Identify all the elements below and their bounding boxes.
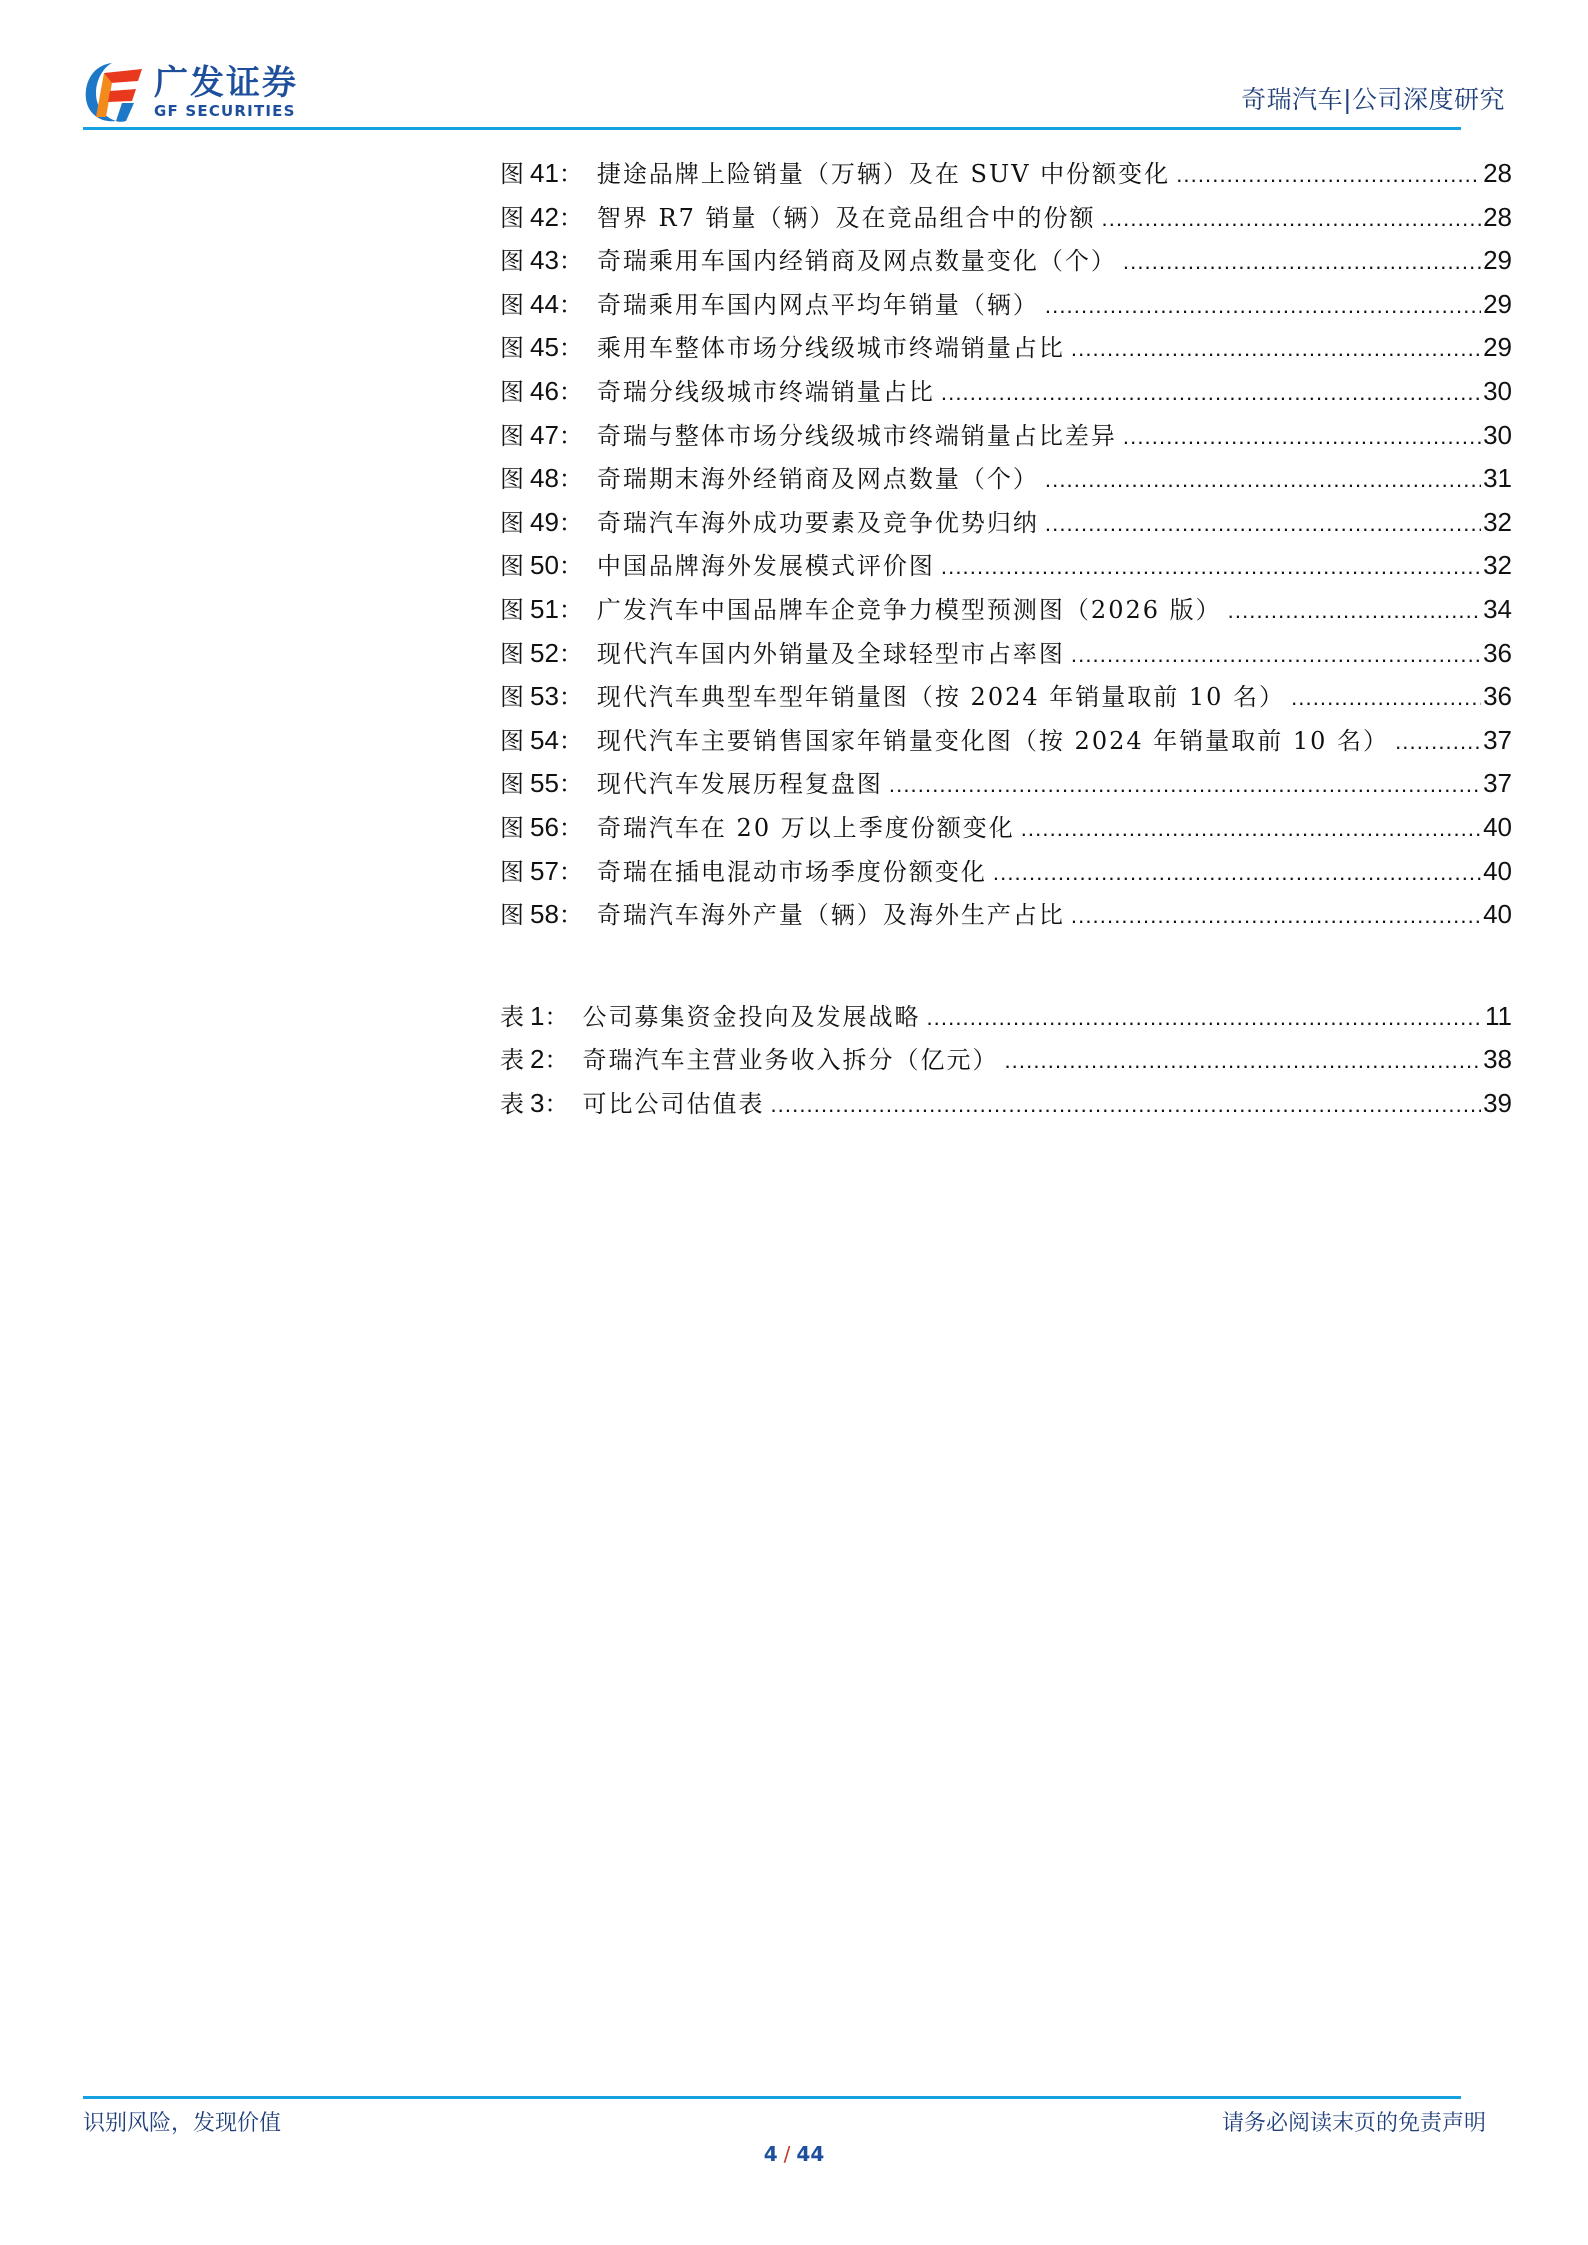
entry-prefix: 图 — [500, 857, 524, 886]
entry-number: 49 — [530, 506, 559, 537]
header-divider — [83, 127, 1461, 130]
dot-leader — [993, 851, 1481, 895]
entry-number: 47 — [530, 419, 559, 450]
toc-figure-entry[interactable] — [500, 544, 1512, 588]
page-header — [0, 0, 1588, 130]
entry-number: 58 — [530, 899, 559, 930]
toc-figure-entry[interactable] — [500, 283, 1512, 327]
entry-colon: ： — [558, 595, 583, 624]
entry-prefix: 图 — [500, 465, 524, 494]
entry-page-number[interactable]: 32 — [1483, 506, 1512, 537]
entry-prefix: 表 — [500, 1089, 524, 1118]
entry-number: 51 — [530, 593, 559, 624]
entry-prefix: 图 — [500, 770, 524, 799]
entry-colon: ： — [544, 1046, 569, 1075]
entry-page-number[interactable]: 29 — [1483, 288, 1512, 319]
entry-prefix: 图 — [500, 421, 524, 450]
toc-figure-entry[interactable] — [500, 457, 1512, 501]
footer-divider — [83, 2096, 1461, 2099]
entry-prefix: 表 — [500, 1002, 524, 1031]
entry-title[interactable]: 现代汽车典型车型年销量图（按 2024 年销量取前 10 名） — [596, 683, 1286, 712]
entry-prefix: 图 — [500, 595, 524, 624]
entry-colon: ： — [558, 203, 583, 232]
entry-number: 57 — [530, 855, 559, 886]
dot-leader — [926, 996, 1483, 1040]
toc-figure-entry[interactable] — [500, 632, 1512, 676]
entry-number: 52 — [530, 637, 559, 668]
entry-title[interactable]: 乘用车整体市场分线级城市终端销量占比 — [596, 334, 1065, 363]
toc-figure-entry[interactable] — [500, 196, 1512, 240]
dot-leader — [1045, 502, 1481, 546]
toc-figure-entry[interactable] — [500, 152, 1512, 196]
entry-colon: ： — [558, 639, 583, 668]
entry-colon: ： — [558, 421, 583, 450]
entry-prefix: 图 — [500, 290, 524, 319]
entry-page-number[interactable]: 28 — [1483, 201, 1512, 232]
entry-number: 41 — [530, 158, 559, 188]
entry-prefix: 图 — [500, 508, 524, 537]
entry-colon: ： — [558, 334, 583, 363]
entry-number: 55 — [530, 768, 559, 799]
dot-leader — [1123, 415, 1481, 459]
entry-title[interactable]: 公司募集资金投向及发展战略 — [582, 1002, 921, 1031]
entry-colon: ： — [558, 813, 583, 842]
entry-page-number[interactable]: 29 — [1483, 332, 1512, 363]
entry-number: 44 — [530, 288, 559, 319]
entry-number: 48 — [530, 463, 559, 494]
entry-title[interactable]: 奇瑞汽车主营业务收入拆分（亿元） — [582, 1046, 999, 1075]
entry-colon: ： — [558, 377, 583, 406]
dot-leader — [1071, 633, 1481, 677]
dot-leader — [1045, 284, 1481, 328]
entry-number: 1 — [530, 1000, 545, 1031]
entry-page-number[interactable]: 30 — [1483, 419, 1512, 450]
toc-figure-entry[interactable] — [500, 762, 1512, 806]
entry-page-number[interactable]: 28 — [1483, 158, 1512, 188]
dot-leader — [941, 371, 1481, 415]
section-gap — [500, 937, 1512, 995]
report-title: 奇瑞汽车|公司深度研究 — [1241, 85, 1505, 114]
entry-prefix: 表 — [500, 1046, 524, 1075]
entry-page-number[interactable]: 36 — [1483, 681, 1512, 712]
toc-figure-entry[interactable] — [500, 501, 1512, 545]
toc-table-entry[interactable] — [500, 1082, 1512, 1126]
entry-colon: ： — [558, 901, 583, 930]
logo-chinese-name: 广发证券 — [154, 63, 298, 103]
entry-number: 50 — [530, 550, 559, 581]
entry-colon: ： — [558, 290, 583, 319]
toc-figure-entry[interactable] — [500, 806, 1512, 850]
dot-leader — [1045, 458, 1481, 502]
toc-figure-entry[interactable] — [500, 850, 1512, 894]
entry-title[interactable]: 奇瑞在插电混动市场季度份额变化 — [596, 857, 987, 886]
entry-title[interactable]: 奇瑞期末海外经销商及网点数量（个） — [596, 465, 1039, 494]
entry-number: 2 — [530, 1044, 545, 1075]
entry-prefix: 图 — [500, 726, 524, 755]
entry-prefix: 图 — [500, 160, 524, 188]
toc-figure-entry[interactable] — [500, 719, 1512, 763]
entry-number: 45 — [530, 332, 559, 363]
entry-colon: ： — [558, 857, 583, 886]
entry-page-number[interactable]: 31 — [1483, 463, 1512, 494]
dot-leader — [1123, 240, 1481, 284]
toc-table-entry[interactable] — [500, 1038, 1512, 1082]
entry-title[interactable]: 中国品牌海外发展模式评价图 — [596, 552, 935, 581]
entry-colon: ： — [558, 770, 583, 799]
company-logo — [82, 58, 332, 126]
entry-title[interactable]: 现代汽车主要销售国家年销量变化图（按 2024 年销量取前 10 名） — [596, 726, 1390, 755]
entry-title[interactable]: 现代汽车国内外销量及全球轻型市占率图 — [596, 639, 1065, 668]
entry-colon: ： — [558, 247, 583, 276]
toc-table-entry[interactable] — [500, 995, 1512, 1039]
toc-figure-entry[interactable] — [500, 326, 1512, 370]
page-number — [0, 2142, 1588, 2166]
entry-title[interactable]: 奇瑞乘用车国内经销商及网点数量变化（个） — [596, 247, 1117, 276]
entry-prefix: 图 — [500, 334, 524, 363]
toc-figure-entry[interactable] — [500, 414, 1512, 458]
entry-number: 54 — [530, 724, 559, 755]
entry-number: 42 — [530, 201, 559, 232]
dot-leader — [1228, 589, 1481, 633]
figure-list — [500, 152, 1512, 937]
entry-prefix: 图 — [500, 639, 524, 668]
dot-leader — [1291, 676, 1481, 720]
entry-page-number[interactable]: 29 — [1483, 245, 1512, 276]
entry-page-number[interactable]: 32 — [1483, 550, 1512, 581]
entry-title[interactable]: 奇瑞与整体市场分线级城市终端销量占比差异 — [596, 421, 1117, 450]
entry-colon: ： — [544, 1089, 569, 1118]
entry-number: 3 — [530, 1087, 545, 1118]
dot-leader — [1176, 153, 1481, 197]
dot-leader — [889, 763, 1481, 807]
entry-title[interactable]: 奇瑞乘用车国内网点平均年销量（辆） — [596, 290, 1039, 319]
page-current: 4 — [763, 2142, 778, 2166]
entry-page-number[interactable]: 38 — [1483, 1044, 1512, 1075]
entry-number: 46 — [530, 375, 559, 406]
dot-leader — [1004, 1039, 1481, 1083]
gf-logo-icon — [82, 59, 148, 125]
entry-title[interactable]: 可比公司估值表 — [582, 1089, 765, 1118]
entry-prefix: 图 — [500, 901, 524, 930]
entry-prefix: 图 — [500, 813, 524, 842]
dot-leader — [1021, 807, 1481, 851]
dot-leader — [1071, 894, 1481, 938]
toc-figure-entry[interactable] — [500, 893, 1512, 937]
entry-prefix: 图 — [500, 377, 524, 406]
entry-page-number[interactable]: 37 — [1483, 724, 1512, 755]
entry-page-number[interactable]: 36 — [1483, 637, 1512, 668]
entry-page-number[interactable]: 40 — [1483, 899, 1512, 930]
entry-page-number[interactable]: 39 — [1483, 1087, 1512, 1118]
entry-number: 43 — [530, 245, 559, 276]
entry-title[interactable]: 广发汽车中国品牌车企竞争力模型预测图（2026 版） — [596, 595, 1222, 624]
entry-prefix: 图 — [500, 683, 524, 712]
dot-leader — [770, 1083, 1481, 1127]
entry-prefix: 图 — [500, 203, 524, 232]
entry-colon: ： — [558, 160, 583, 188]
entry-page-number[interactable]: 34 — [1483, 593, 1512, 624]
dot-leader — [1071, 327, 1481, 371]
entry-prefix: 图 — [500, 552, 524, 581]
entry-title[interactable]: 现代汽车发展历程复盘图 — [596, 770, 883, 799]
entry-page-number[interactable]: 37 — [1483, 768, 1512, 799]
entry-page-number[interactable]: 40 — [1483, 811, 1512, 842]
toc-figure-entry[interactable] — [500, 239, 1512, 283]
toc-figure-entry[interactable] — [500, 675, 1512, 719]
entry-title[interactable]: 奇瑞汽车海外成功要素及竞争优势归纳 — [596, 508, 1039, 537]
footer-slogan: 识别风险，发现价值 — [83, 2111, 282, 2136]
entry-page-number[interactable]: 11 — [1485, 1000, 1512, 1031]
entry-colon: ： — [544, 1002, 569, 1031]
entry-colon: ： — [558, 683, 583, 712]
entry-title[interactable]: 奇瑞汽车海外产量（辆）及海外生产占比 — [596, 901, 1065, 930]
entry-colon: ： — [558, 465, 583, 494]
footer-disclaimer: 请务必阅读末页的免责声明 — [1221, 2111, 1486, 2136]
dot-leader — [1102, 197, 1482, 241]
entry-colon: ： — [558, 552, 583, 581]
table-list — [500, 995, 1512, 1126]
entry-number: 56 — [530, 811, 559, 842]
dot-leader — [1395, 720, 1481, 764]
table-of-contents — [500, 152, 1512, 1125]
toc-figure-entry[interactable] — [500, 370, 1512, 414]
entry-colon: ： — [558, 508, 583, 537]
entry-title[interactable]: 奇瑞分线级城市终端销量占比 — [596, 377, 935, 406]
entry-page-number[interactable]: 30 — [1483, 375, 1512, 406]
entry-title[interactable]: 智界 R7 销量（辆）及在竞品组合中的份额 — [596, 203, 1096, 232]
entry-colon: ： — [558, 726, 583, 755]
entry-prefix: 图 — [500, 247, 524, 276]
logo-english-name: GF SECURITIES — [154, 102, 296, 120]
toc-figure-entry[interactable] — [500, 588, 1512, 632]
entry-number: 53 — [530, 681, 559, 712]
page-total: 44 — [796, 2142, 825, 2166]
entry-title[interactable]: 捷途品牌上险销量（万辆）及在 SUV 中份额变化 — [596, 160, 1171, 188]
dot-leader — [941, 545, 1481, 589]
entry-title[interactable]: 奇瑞汽车在 20 万以上季度份额变化 — [596, 813, 1015, 842]
page-separator: / — [783, 2142, 791, 2166]
entry-page-number[interactable]: 40 — [1483, 855, 1512, 886]
